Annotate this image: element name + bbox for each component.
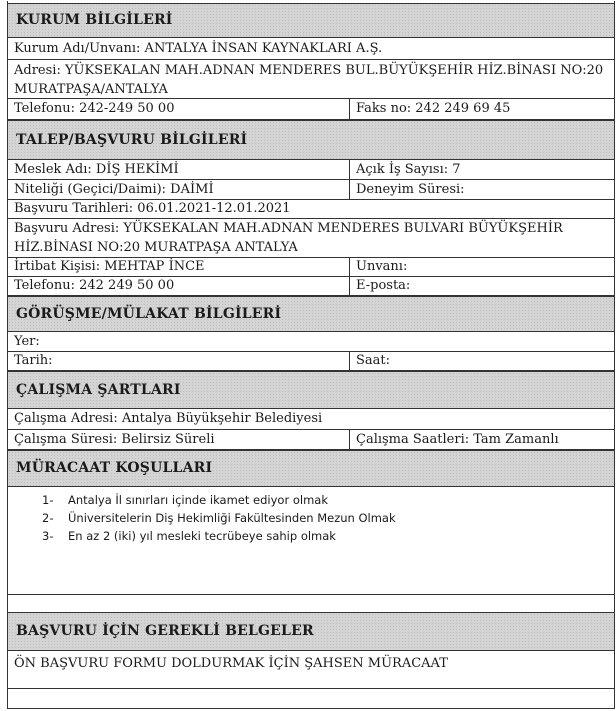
row-talep-telefon xyxy=(8,277,614,296)
basvuru-adres-line2: HİZ.BİNASI NO:20 MURATPAŞA ANTALYA xyxy=(14,240,298,255)
acik-is-text: Açık İş Sayısı: 7 xyxy=(356,162,461,177)
niteligi-text: Niteliği (Geçici/Daimi): DAİMİ xyxy=(14,182,214,197)
kurum-adres-line1: Adresi: YÜKSEKALAN MAH.ADNAN MENDERES BUL.BÜYÜKŞEHİR HİZ.BİNASI NO:20 xyxy=(14,63,604,78)
kurum-adres-line2: MURATPAŞA/ANTALYA xyxy=(14,82,168,97)
row-calisma-suresi xyxy=(8,430,614,450)
section-title: TALEP/BAŞVURU BİLGİLERİ xyxy=(16,132,248,148)
list-item-text: En az 2 (iki) yıl mesleki tecrübeye sahip olmak xyxy=(68,529,336,543)
section-title: ÇALIŞMA ŞARTLARI xyxy=(16,382,181,398)
section-header-gorusme xyxy=(8,296,614,332)
divider xyxy=(8,594,614,595)
row-kurum-adres xyxy=(8,60,614,99)
section-header-belgeler xyxy=(8,613,614,651)
calisma-saatleri-cell xyxy=(349,430,559,449)
row-kurum-telefon xyxy=(8,99,614,120)
basvuru-tarihleri-text: Başvuru Tarihleri: 06.01.2021-12.01.2021 xyxy=(14,201,291,216)
row-niteligi xyxy=(8,180,614,200)
row-yer xyxy=(8,332,614,352)
list-item xyxy=(42,529,336,543)
unvani-cell xyxy=(349,258,407,276)
saat-text: Saat: xyxy=(356,353,391,368)
deneyim-text: Deneyim Süresi: xyxy=(356,182,465,197)
kurum-faks-text: Faks no: 242 249 69 45 xyxy=(356,101,511,116)
row-basvuru-adresi xyxy=(8,219,614,258)
muracaat-list xyxy=(8,487,614,594)
eposta-cell xyxy=(349,277,410,295)
meslek-text: Meslek Adı: DİŞ HEKİMİ xyxy=(14,162,179,177)
list-item xyxy=(42,511,396,525)
job-posting-form xyxy=(7,1,615,709)
irtibat-text: İrtibat Kişisi: MEHTAP İNCE xyxy=(14,259,205,274)
calisma-saatleri-text: Çalışma Saatleri: Tam Zamanlı xyxy=(356,432,559,447)
section-header-talep xyxy=(8,120,614,160)
section-header-calisma xyxy=(8,371,614,409)
saat-cell xyxy=(349,352,390,370)
section-title: BAŞVURU İÇİN GEREKLİ BELGELER xyxy=(16,623,314,639)
row-basvuru-tarihleri xyxy=(8,200,614,219)
row-irtibat xyxy=(8,258,614,277)
kurum-telefon-text: Telefonu: 242-249 50 00 xyxy=(14,101,175,116)
list-item-text: Antalya İl sınırları içinde ikamet ediyor olmak xyxy=(68,493,328,507)
section-header-muracaat xyxy=(8,450,614,487)
yer-text: Yer: xyxy=(14,334,40,349)
divider xyxy=(8,708,614,709)
deneyim-cell xyxy=(349,180,465,199)
kurum-adi-text: Kurum Adı/Unvanı: ANTALYA İNSAN KAYNAKLARI A.Ş. xyxy=(14,41,383,56)
row-tarih xyxy=(8,352,614,371)
eposta-text: E-posta: xyxy=(356,278,411,293)
section-title: MÜRACAAT KOŞULLARI xyxy=(16,460,213,476)
kurum-faks-cell xyxy=(349,99,510,119)
section-title: GÖRÜŞME/MÜLAKAT BİLGİLERİ xyxy=(16,306,282,322)
row-kurum-adi xyxy=(8,38,614,60)
section-header-kurum xyxy=(8,3,614,38)
row-belgeler xyxy=(8,651,614,689)
list-item xyxy=(42,493,328,507)
belgeler-text: ÖN BAŞVURU FORMU DOLDURMAK İÇİN ŞAHSEN MÜRACAAT xyxy=(14,656,448,671)
calisma-suresi-text: Çalışma Süresi: Belirsiz Süreli xyxy=(14,432,215,447)
unvani-text: Unvanı: xyxy=(356,259,408,274)
basvuru-adres-line1: Başvuru Adresi: YÜKSEKALAN MAH.ADNAN MENDERES BULVARI BÜYÜKŞEHİR xyxy=(14,221,563,236)
row-meslek xyxy=(8,160,614,180)
talep-telefon-text: Telefonu: 242 249 50 00 xyxy=(14,278,175,293)
list-item-text: Üniversitelerin Diş Hekimliği Fakültesinden Mezun Olmak xyxy=(68,511,396,525)
calisma-adresi-text: Çalışma Adresi: Antalya Büyükşehir Belediyesi xyxy=(14,411,323,426)
row-calisma-adresi xyxy=(8,409,614,430)
section-title: KURUM BİLGİLERİ xyxy=(16,12,173,28)
tarih-text: Tarih: xyxy=(14,353,53,368)
list-item-number: 3- xyxy=(42,529,54,543)
list-item-number: 1- xyxy=(42,493,54,507)
acik-is-cell xyxy=(349,160,461,179)
list-item-number: 2- xyxy=(42,511,54,525)
